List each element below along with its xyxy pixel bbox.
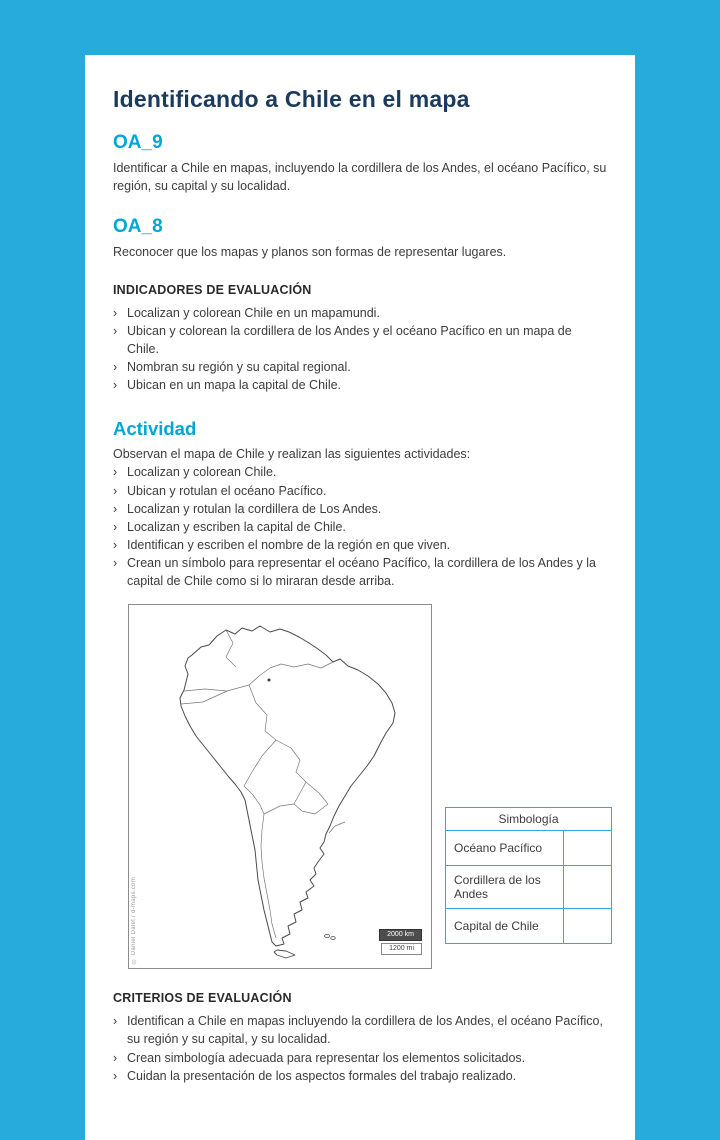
list-item-text: Localizan y colorean Chile en un mapamundi. [127,305,380,320]
bullet-icon: › [113,465,118,480]
oa9-description: Identificar a Chile en mapas, incluyendo la cordillera de los Andes, el océano Pacífico, su región, su capital y su localidad. [113,161,607,194]
simbologia-symbol-cell [564,909,612,944]
list-item-text: Identifican y escriben el nombre de la región en que viven. [127,537,451,552]
list-item [113,482,607,500]
bullet-icon: › [113,519,118,534]
list-item-text: Localizan y escriben la capital de Chile. [127,519,346,534]
list-item [113,304,607,322]
list-item-text: Localizan y colorean Chile. [127,465,277,480]
bullet-icon: › [113,323,118,338]
bullet-icon: › [113,483,118,498]
list-item-text: Ubican y rotulan el océano Pacífico. [127,483,327,498]
map-credit: © Daniel Dalet / d-maps.com [131,876,137,964]
bullet-icon: › [113,1068,118,1083]
list-item [113,1049,607,1067]
simbologia-row-label: Capital de Chile [446,909,564,944]
page-title: Identificando a Chile en el mapa [113,86,470,112]
criterios-list [113,1012,607,1085]
bullet-icon: › [113,360,118,375]
bullet-icon: › [113,1050,118,1065]
simbologia-symbol-cell [564,866,612,909]
bullet-icon: › [113,537,118,552]
criterios-section [113,991,607,1085]
indicadores-heading: INDICADORES DE EVALUACIÓN [113,282,312,297]
list-item-text: Cuidan la presentación de los aspectos formales del trabajo realizado. [127,1068,517,1083]
oa8-description: Reconocer que los mapas y planos son formas de representar lugares. [113,244,507,259]
bullet-icon: › [113,378,118,393]
south-america-map-svg [129,605,431,968]
list-item-text: Ubican y colorean la cordillera de los Andes y el océano Pacífico en un mapa de Chile. [127,323,572,356]
bullet-icon: › [113,556,118,571]
document-page [85,55,635,1140]
south-america-map [128,604,432,969]
map-scale-mi: 1200 mi [381,943,422,955]
list-item [113,1067,607,1085]
simbologia-row-label: Océano Pacífico [446,831,564,866]
list-item [113,536,607,554]
list-item [113,358,607,376]
bullet-icon: › [113,1014,118,1029]
list-item-text: Crean simbología adecuada para representar los elementos solicitados. [127,1050,526,1065]
list-item [113,463,607,481]
actividad-list [113,463,607,590]
list-item-text: Identifican a Chile en mapas incluyendo la cordillera de los Andes, el océano Pacífico, su región y su capital, y su localidad. [127,1014,603,1047]
list-item [113,500,607,518]
list-item-text: Crean un símbolo para representar el océano Pacífico, la cordillera de los Andes y la capital de Chile como si lo miraran desde arriba. [127,556,597,589]
simbologia-table [445,807,612,944]
table-row [446,909,612,944]
indicadores-list [113,304,607,395]
list-item-text: Nombran su región y su capital regional. [127,360,351,375]
list-item [113,322,607,358]
oa8-heading: OA_8 [113,215,163,237]
simbologia-row-label: Cordillera de los Andes [446,866,564,909]
bullet-icon: › [113,501,118,516]
actividad-intro: Observan el mapa de Chile y realizan las siguientes actividades: [113,447,471,462]
city-dot [268,679,271,682]
bullet-icon: › [113,305,118,320]
list-item-text: Localizan y rotulan la cordillera de Los Andes. [127,501,382,516]
simbologia-header-row [446,808,612,831]
list-item [113,554,607,590]
simbologia-symbol-cell [564,831,612,866]
map-scale-km: 2000 km [379,929,422,941]
list-item-text: Ubican en un mapa la capital de Chile. [127,378,342,393]
oa9-heading: OA_9 [113,132,163,154]
list-item [113,1012,607,1048]
criterios-heading: CRITERIOS DE EVALUACIÓN [113,991,292,1006]
table-row [446,866,612,909]
actividad-heading: Actividad [113,418,197,440]
table-row [446,831,612,866]
list-item [113,518,607,536]
simbologia-header: Simbología [446,808,612,831]
list-item [113,376,607,394]
